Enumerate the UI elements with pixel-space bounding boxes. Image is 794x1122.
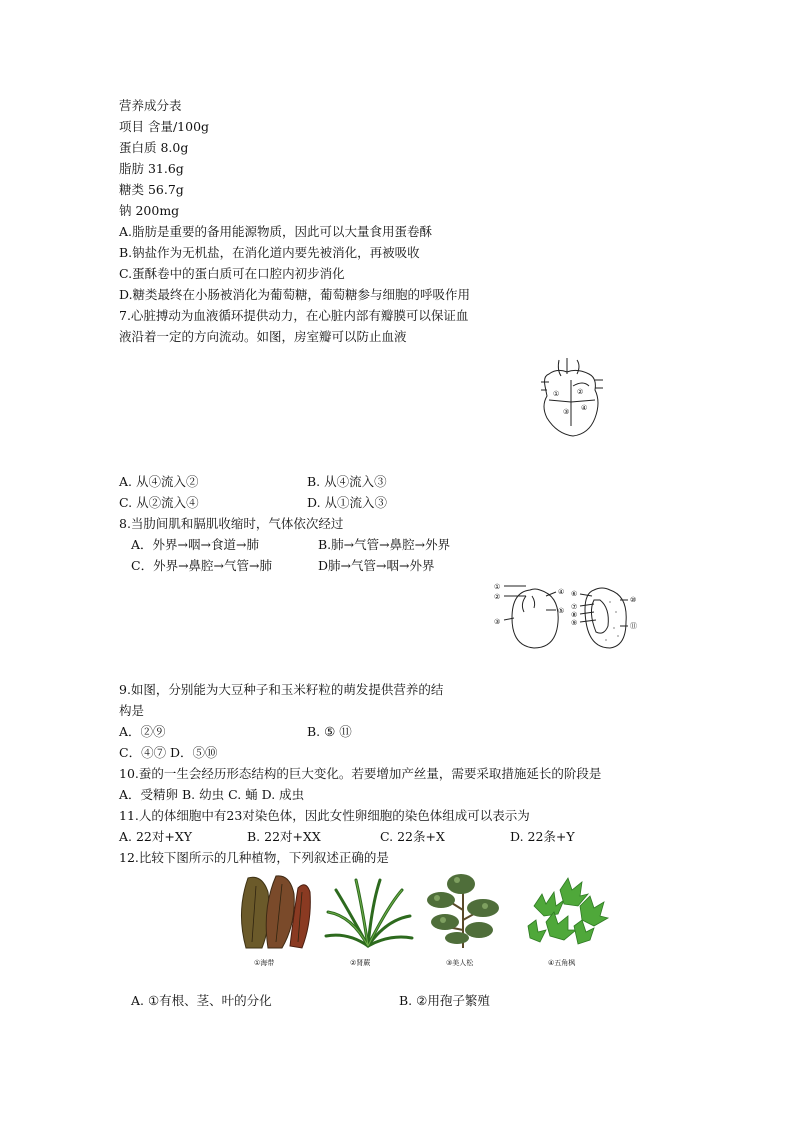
table-header: 项目 含量/100g bbox=[119, 119, 210, 134]
table-row: 钠 200mg bbox=[119, 203, 180, 218]
fern-image bbox=[322, 876, 414, 950]
plant-caption: ④五角枫 bbox=[548, 959, 576, 967]
seed-label: ⑩ bbox=[630, 596, 637, 604]
heart-label: ④ bbox=[581, 404, 588, 412]
q9-stem-line1: 9.如图，分别能为大豆种子和玉米籽粒的萌发提供营养的结 bbox=[119, 682, 444, 697]
q8-stem: 8.当肋间肌和膈肌收缩时，气体依次经过 bbox=[119, 516, 344, 531]
maple-image bbox=[524, 876, 610, 950]
q8-option-a: A．外界→咽→食道→肺 bbox=[131, 537, 259, 552]
q9-option-cd: C．④⑦ D．⑤⑩ bbox=[119, 745, 218, 760]
q10-options: A．受精卵 B. 幼虫 C. 蛹 D. 成虫 bbox=[119, 787, 305, 802]
q7-option-d: D. 从①流入③ bbox=[307, 495, 388, 510]
table-title: 营养成分表 bbox=[119, 98, 182, 113]
pine-image bbox=[423, 870, 503, 950]
seed-label: ⑥ bbox=[571, 590, 578, 598]
q11-option-b: B. 22对+XX bbox=[247, 829, 321, 844]
q9-option-a: A．②⑨ bbox=[119, 724, 166, 739]
seed-label: ⑪ bbox=[630, 622, 637, 630]
q11-option-a: A. 22对+XY bbox=[119, 829, 193, 844]
heart-label: ① bbox=[553, 390, 560, 398]
q7-option-a: A. 从④流入② bbox=[119, 474, 199, 489]
table-row: 糖类 56.7g bbox=[119, 182, 184, 197]
q12-option-b: B. ②用孢子繁殖 bbox=[399, 993, 490, 1008]
q7-option-c: C. 从②流入④ bbox=[119, 495, 199, 510]
seed-label: ① bbox=[494, 583, 501, 591]
table-row: 脂肪 31.6g bbox=[119, 161, 184, 176]
q6-option-d: D.糖类最终在小肠被消化为葡萄糖，葡萄糖参与细胞的呼吸作用 bbox=[119, 287, 471, 302]
q11-stem: 11.人的体细胞中有23对染色体，因此女性卵细胞的染色体组成可以表示为 bbox=[119, 808, 530, 823]
seed-label: ② bbox=[494, 593, 501, 601]
heart-label: ② bbox=[577, 388, 584, 396]
q12-option-a: A. ①有根、茎、叶的分化 bbox=[131, 993, 272, 1008]
table-row: 蛋白质 8.0g bbox=[119, 140, 189, 155]
q9-stem-line2: 构是 bbox=[119, 703, 145, 718]
q12-stem: 12.比较下图所示的几种植物，下列叙述正确的是 bbox=[119, 850, 389, 865]
heart-diagram bbox=[537, 356, 607, 438]
q6-option-c: C.蛋酥卷中的蛋白质可在口腔内初步消化 bbox=[119, 266, 345, 281]
q11-option-c: C. 22条+X bbox=[380, 829, 445, 844]
heart-label: ③ bbox=[563, 408, 570, 416]
seed-label: ⑦ bbox=[571, 603, 578, 611]
q10-stem: 10.蚕的一生会经历形态结构的巨大变化。若要增加产丝量，需要采取措施延长的阶段是 bbox=[119, 766, 602, 781]
q7-stem-line2: 液沿着一定的方向流动。如图，房室瓣可以防止血液 bbox=[119, 329, 407, 344]
plant-caption: ②肾蕨 bbox=[350, 959, 371, 967]
kelp-image bbox=[232, 872, 314, 952]
plant-caption: ①海带 bbox=[254, 959, 275, 967]
q7-stem-line1: 7.心脏搏动为血液循环提供动力，在心脏内部有瓣膜可以保证血 bbox=[119, 308, 469, 323]
q6-option-b: B.钠盐作为无机盐，在消化道内要先被消化，再被吸收 bbox=[119, 245, 420, 260]
q11-option-d: D. 22条+Y bbox=[510, 829, 575, 844]
q9-option-b: B. ⑤ ⑪ bbox=[307, 724, 352, 739]
q6-option-a: A.脂肪是重要的备用能源物质，因此可以大量食用蛋卷酥 bbox=[119, 224, 433, 239]
seed-label: ③ bbox=[494, 618, 501, 626]
seed-label: ⑧ bbox=[571, 611, 578, 619]
q8-option-d: D肺→气管→咽→外界 bbox=[318, 558, 435, 573]
seed-label: ⑨ bbox=[571, 619, 578, 627]
seed-diagram bbox=[490, 582, 650, 654]
seed-label: ⑤ bbox=[558, 607, 565, 615]
seed-label: ④ bbox=[558, 588, 565, 596]
q7-option-b: B. 从④流入③ bbox=[307, 474, 387, 489]
q8-option-b: B.肺→气管→鼻腔→外界 bbox=[318, 537, 451, 552]
plant-caption: ③美人松 bbox=[446, 959, 474, 967]
q8-option-c: C．外界→鼻腔→气管→肺 bbox=[131, 558, 272, 573]
